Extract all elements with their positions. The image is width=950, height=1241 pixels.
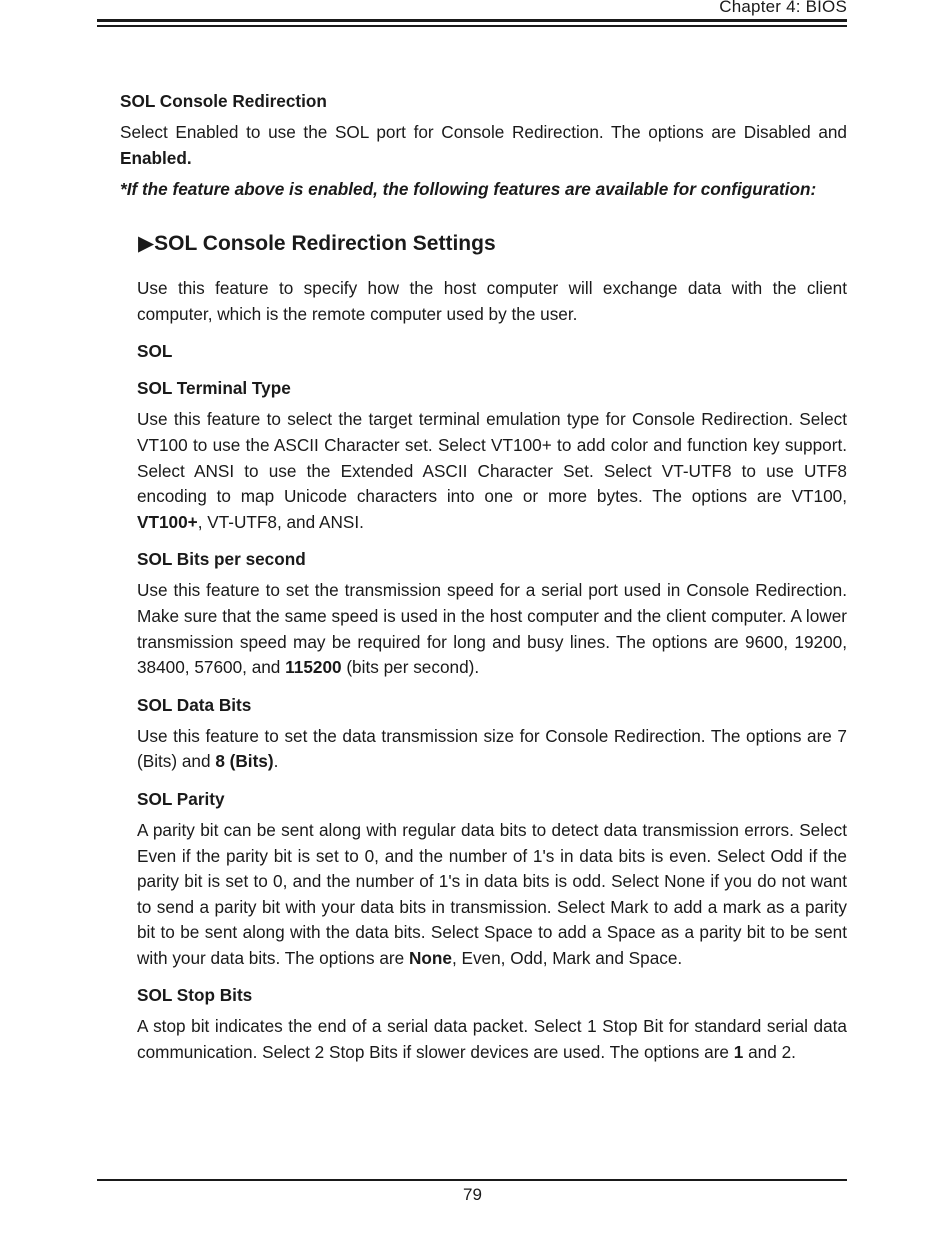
item-title-data-bits: SOL Data Bits	[137, 694, 252, 715]
desc-text: Use this feature to set the data transmission size for Console Redirection. The options are 7 (Bits) and	[137, 725, 847, 772]
desc-text-tail: and 2.	[743, 1042, 796, 1063]
item-desc-bits-per-second	[137, 578, 847, 680]
default-option: 115200	[285, 657, 342, 678]
section-desc: Use this feature to specify how the host computer will exchange data with the client computer, which is the remote computer used by the user.	[137, 278, 847, 324]
item-title-bits-per-second: SOL Bits per second	[137, 549, 306, 570]
item-desc-stop-bits	[137, 1014, 847, 1065]
desc-text: Use this feature to set the transmission speed for a serial port used in Console Redirection. Make sure that the same speed is used in the host computer and the client computer. A lower transmission speed may be required for long and busy lines. The options are 9600, 19200, 38400, 57600, and	[137, 580, 847, 678]
subsection-body	[137, 276, 847, 1065]
desc-text: Select Enabled to use the SOL port for Console Redirection. The options are Disabled and	[120, 122, 847, 142]
section-title: ▶SOL Console Redirection Settings	[138, 232, 496, 256]
item-title-stop-bits: SOL Stop Bits	[137, 985, 253, 1006]
item-title-sol-console-redirection: SOL Console Redirection	[120, 91, 327, 111]
config-note: *If the feature above is enabled, the following features are available for configuration:	[120, 179, 817, 200]
page-number: 79	[463, 1185, 482, 1204]
default-option: Enabled.	[120, 147, 192, 168]
item-desc-sol-console-redirection	[120, 120, 847, 171]
item-desc-terminal-type	[137, 407, 847, 535]
desc-text: A stop bit indicates the end of a serial data packet. Select 1 Stop Bit for standard serial data communication. Select 2 Stop Bits if slower devices are used. The options are	[137, 1016, 847, 1063]
desc-text-tail: .	[273, 751, 279, 772]
item-title-parity: SOL Parity	[137, 788, 225, 809]
sol-label: SOL	[137, 341, 173, 362]
desc-text-tail: , VT-UTF8, and ANSI.	[197, 511, 364, 532]
chapter-header: Chapter 4: BIOS	[719, 0, 847, 16]
default-option: None	[408, 947, 452, 968]
desc-text: A parity bit can be sent along with regular data bits to detect data transmission errors. Select Even if the parity bit is set to 0, and the number of 1's in data bits is even. Select Odd if the parity bit is set to 0, and the number of 1's in data bits is odd. Select None if you do not want to send a parity bit with your data bits in transmission. Select Mark to add a mark as a parity bit to be sent along with the data bits. Select Space to add a Space as a parity bit to be sent with your data bits. The options are	[137, 819, 847, 968]
footer-rule	[97, 1179, 847, 1181]
desc-text: Use this feature to select the target terminal emulation type for Console Redirection. Select VT100 to use the ASCII Character set. Select VT100+ to add color and function key support. Select ANSI to use the Extended ASCII Character Set. Select VT-UTF8 to use UTF8 encoding to map Unicode characters into one or more bytes. The options are VT100,	[137, 409, 847, 507]
desc-text-tail: (bits per second).	[341, 657, 480, 678]
header-rule-thick	[97, 19, 847, 22]
item-desc-data-bits	[137, 724, 847, 775]
default-option: 8 (Bits)	[215, 751, 274, 772]
desc-text-tail: , Even, Odd, Mark and Space.	[451, 947, 683, 968]
item-desc-parity	[137, 818, 847, 972]
default-option: 1	[733, 1042, 744, 1063]
item-title-terminal-type: SOL Terminal Type	[137, 378, 291, 399]
default-option: VT100+	[137, 511, 198, 532]
header-rule-thin	[97, 25, 847, 27]
page-content	[120, 89, 847, 1066]
